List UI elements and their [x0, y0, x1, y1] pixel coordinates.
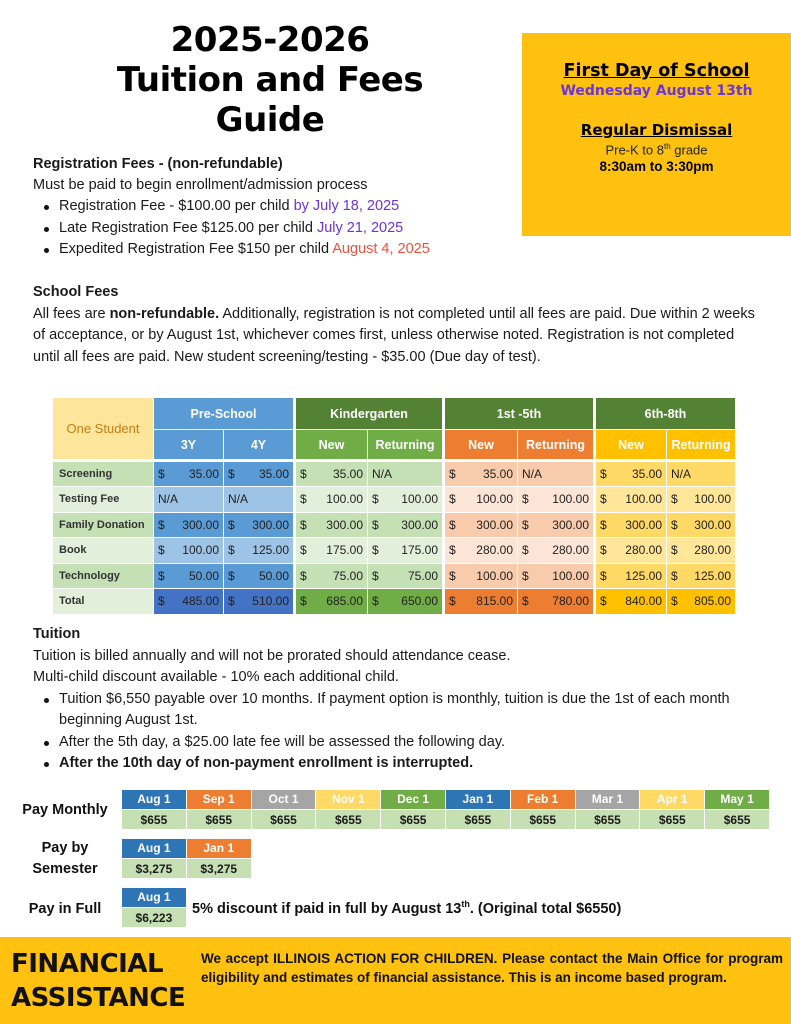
currency-symbol: $: [522, 492, 529, 507]
fee-amount: 75.00: [332, 568, 363, 583]
row-label: Testing Fee: [53, 487, 154, 513]
item-date: July 21, 2025: [316, 219, 404, 236]
tuition-line-2: Multi-child discount available - 10% each additional child.: [33, 669, 399, 685]
payment-amount: $655: [187, 809, 251, 829]
fee-amount: 685.00: [326, 594, 363, 609]
fee-amount: 100.00: [476, 568, 513, 583]
registration-item: [43, 239, 513, 261]
fee-cell: [596, 487, 667, 513]
fee-cell: N/A: [518, 462, 594, 488]
fee-amount: 485.00: [182, 594, 219, 609]
row-label: Screening: [53, 462, 154, 488]
fee-amount: 125.00: [694, 568, 731, 583]
payment-amount: $3,275: [122, 858, 186, 878]
financial-assistance-text: We accept ILLINOIS ACTION FOR CHILDREN. Please contact the Main Office for program eligibility and estimates of financial assistance. This is an income based program.: [201, 951, 783, 985]
sub-header: New: [596, 430, 667, 460]
payment-amount: $655: [511, 809, 575, 829]
currency-symbol: $: [671, 568, 678, 583]
fee-cell: [296, 589, 368, 615]
currency-symbol: $: [671, 517, 678, 532]
pay-full-note: [192, 899, 621, 917]
first-day-info-box: [522, 33, 791, 236]
payment-cell: [446, 790, 511, 829]
currency-symbol: $: [600, 594, 607, 609]
fee-amount: 840.00: [625, 594, 662, 609]
sub-header: Returning: [368, 430, 443, 460]
currency-symbol: $: [600, 466, 607, 481]
payment-month: Jan 1: [446, 790, 510, 809]
grade-sup: th: [663, 142, 671, 151]
fee-amount: 50.00: [188, 568, 219, 583]
fee-cell: [296, 462, 368, 488]
payment-month: Aug 1: [122, 888, 186, 907]
note-sup: th: [461, 899, 470, 909]
currency-symbol: $: [449, 517, 456, 532]
fee-cell: [296, 513, 368, 539]
fee-cell: N/A: [667, 462, 736, 488]
fee-cell: [667, 564, 736, 590]
note-text-rest: . (Original total $6550): [469, 900, 622, 917]
fee-cell: [445, 589, 518, 615]
group-header: 6th-8th: [596, 398, 736, 430]
payment-amount: $655: [446, 809, 510, 829]
fee-amount: 100.00: [182, 543, 219, 558]
fee-cell: [445, 538, 518, 564]
currency-symbol: $: [449, 568, 456, 583]
payment-month: May 1: [705, 790, 769, 809]
dismissal-grades: [522, 142, 791, 157]
fa-heading-1: FINANCIAL: [11, 949, 164, 979]
fee-cell: [154, 513, 224, 539]
dismissal-heading: Regular Dismissal: [580, 121, 733, 139]
fee-amount: 100.00: [694, 492, 731, 507]
registration-intro: Must be paid to begin enrollment/admission process: [33, 177, 368, 193]
currency-symbol: $: [300, 466, 307, 481]
currency-symbol: $: [228, 543, 235, 558]
tuition-list: [33, 689, 773, 775]
title-guide: Guide: [215, 100, 325, 140]
currency-symbol: $: [522, 568, 529, 583]
fee-cell: [224, 589, 294, 615]
currency-symbol: $: [228, 568, 235, 583]
fee-cell: [445, 487, 518, 513]
payment-month: Apr 1: [640, 790, 704, 809]
fee-cell: [445, 513, 518, 539]
payment-amount: $655: [122, 809, 186, 829]
registration-item: [43, 218, 513, 240]
fee-cell: [224, 538, 294, 564]
currency-symbol: $: [300, 594, 307, 609]
currency-symbol: $: [158, 594, 165, 609]
payment-amount: $3,275: [187, 858, 251, 878]
currency-symbol: $: [158, 517, 165, 532]
pay-semester-label: [12, 838, 118, 880]
payment-cell: [122, 839, 187, 878]
fee-amount: 100.00: [401, 492, 438, 507]
fee-amount: 805.00: [694, 594, 731, 609]
row-label: Technology: [53, 564, 154, 590]
payment-amount: $655: [381, 809, 445, 829]
currency-symbol: $: [522, 594, 529, 609]
fee-cell: [154, 462, 224, 488]
fee-cell: [667, 513, 736, 539]
payment-cell: [640, 790, 705, 829]
fee-cell: [296, 538, 368, 564]
fee-amount: 100.00: [552, 492, 589, 507]
currency-symbol: $: [300, 517, 307, 532]
group-header: Kindergarten: [296, 398, 443, 430]
first-day-date: Wednesday August 13th: [560, 83, 753, 99]
fee-amount: 300.00: [182, 517, 219, 532]
payment-amount: $655: [705, 809, 769, 829]
pay-monthly-schedule: [122, 790, 770, 829]
payment-cell: [316, 790, 381, 829]
currency-symbol: $: [449, 543, 456, 558]
row-label: Family Donation: [53, 513, 154, 539]
payment-amount: $655: [316, 809, 380, 829]
page-title: [80, 20, 460, 140]
fee-amount: 75.00: [407, 568, 438, 583]
payment-amount: $6,223: [122, 907, 186, 927]
currency-symbol: $: [671, 492, 678, 507]
fee-cell: [368, 487, 443, 513]
fee-amount: 100.00: [552, 568, 589, 583]
dismissal-time: 8:30am to 3:30pm: [599, 159, 714, 175]
fee-amount: 35.00: [631, 466, 662, 481]
grade-suffix: grade: [670, 142, 708, 158]
payment-month: Feb 1: [511, 790, 575, 809]
fee-cell: [368, 513, 443, 539]
pay-full-schedule: [122, 888, 187, 927]
grade-prefix: Pre-K to 8: [605, 142, 664, 158]
fees-text-rest: Additionally, registration is not completed until all fees are paid. Due within 2 weeks of acceptance, or by August 1st, whichever comes first, unless otherwise noted. Registration is not completed until all fees are paid. New student screening/testing - $35.00 (Due day of test).: [33, 305, 755, 365]
fee-cell: [154, 589, 224, 615]
item-date: by July 18, 2025: [293, 198, 400, 214]
fee-cell: [596, 589, 667, 615]
payment-month: Aug 1: [122, 839, 186, 858]
school-fees-paragraph: [33, 304, 763, 369]
pay-monthly-label: Pay Monthly: [22, 802, 108, 818]
currency-symbol: $: [600, 517, 607, 532]
payment-amount: $655: [252, 809, 316, 829]
item-date: August 4, 2025: [332, 241, 430, 257]
fee-cell: [667, 487, 736, 513]
fee-amount: 300.00: [552, 517, 589, 532]
sub-header: Returning: [667, 430, 736, 460]
fee-amount: 300.00: [326, 517, 363, 532]
item-text: Late Registration Fee $125.00 per child: [59, 219, 317, 236]
pay-semester-label-2: Semester: [32, 861, 98, 877]
fee-cell: [596, 538, 667, 564]
fee-cell: [224, 513, 294, 539]
fee-amount: 125.00: [625, 568, 662, 583]
fee-cell: [296, 564, 368, 590]
payment-cell: [576, 790, 641, 829]
fee-cell: [667, 538, 736, 564]
currency-symbol: $: [449, 594, 456, 609]
fee-amount: 300.00: [401, 517, 438, 532]
fee-amount: 280.00: [552, 543, 589, 558]
currency-symbol: $: [372, 517, 379, 532]
currency-symbol: $: [158, 543, 165, 558]
currency-symbol: $: [228, 466, 235, 481]
fee-amount: 815.00: [476, 594, 513, 609]
table-corner-label: One Student: [53, 398, 154, 460]
fee-cell: N/A: [224, 487, 294, 513]
payment-cell: [187, 839, 252, 878]
currency-symbol: $: [671, 594, 678, 609]
currency-symbol: $: [158, 568, 165, 583]
currency-symbol: $: [522, 517, 529, 532]
fee-cell: [596, 513, 667, 539]
fee-cell: [518, 564, 594, 590]
fee-cell: [154, 538, 224, 564]
tuition-section: [33, 624, 773, 775]
pay-semester-label-1: Pay by: [41, 840, 89, 856]
currency-symbol: $: [522, 543, 529, 558]
fee-amount: 280.00: [476, 543, 513, 558]
tuition-line-1: Tuition is billed annually and will not be prorated should attendance cease.: [33, 647, 511, 664]
payment-month: Oct 1: [252, 790, 316, 809]
fees-bold-text: non-refundable.: [109, 305, 220, 322]
currency-symbol: $: [372, 594, 379, 609]
fee-table: [53, 398, 736, 614]
title-main: Tuition and Fees: [116, 60, 424, 100]
currency-symbol: $: [600, 568, 607, 583]
tuition-bullet: After the 5th day, a $25.00 late fee will be assessed the following day.: [43, 732, 773, 754]
tuition-bullet: Tuition $6,550 payable over 10 months. If payment option is monthly, tuition is due the 1st of each month beginning August 1st.: [43, 689, 773, 732]
fee-cell: [224, 564, 294, 590]
payment-amount: $655: [640, 809, 704, 829]
fee-amount: 100.00: [625, 492, 662, 507]
school-fees-section: [33, 282, 763, 368]
registration-item: [43, 196, 513, 218]
currency-symbol: $: [600, 492, 607, 507]
currency-symbol: $: [449, 466, 456, 481]
item-text: Registration Fee - $100.00 per child: [59, 198, 294, 214]
fee-amount: 35.00: [258, 466, 289, 481]
fee-amount: 510.00: [252, 594, 289, 609]
payment-cell: [187, 790, 252, 829]
fee-amount: 300.00: [694, 517, 731, 532]
sub-header: Returning: [518, 430, 594, 460]
first-day-heading: First Day of School: [563, 61, 750, 81]
payment-cell: [705, 790, 770, 829]
sub-header: 3Y: [154, 430, 224, 460]
payment-month: Nov 1: [316, 790, 380, 809]
fee-cell: [518, 589, 594, 615]
currency-symbol: $: [372, 568, 379, 583]
fee-amount: 300.00: [625, 517, 662, 532]
note-text: 5% discount if paid in full by August 13: [192, 900, 462, 917]
fee-amount: 35.00: [188, 466, 219, 481]
row-label: Book: [53, 538, 154, 564]
fee-cell: [518, 487, 594, 513]
financial-assistance-banner: [0, 937, 791, 1024]
currency-symbol: $: [228, 594, 235, 609]
fee-cell: [445, 564, 518, 590]
fee-amount: 300.00: [252, 517, 289, 532]
payment-cell: [511, 790, 576, 829]
currency-symbol: $: [228, 517, 235, 532]
currency-symbol: $: [300, 492, 307, 507]
fee-amount: 300.00: [476, 517, 513, 532]
fee-amount: 50.00: [258, 568, 289, 583]
currency-symbol: $: [449, 492, 456, 507]
pay-full-label: Pay in Full: [28, 901, 102, 917]
currency-symbol: $: [600, 543, 607, 558]
fee-amount: 100.00: [476, 492, 513, 507]
registration-heading: Registration Fees - (non-refundable): [33, 156, 283, 172]
fee-cell: [154, 564, 224, 590]
fee-amount: 125.00: [252, 543, 289, 558]
pay-semester-schedule: [122, 839, 252, 878]
fee-cell: [667, 589, 736, 615]
fee-cell: [518, 513, 594, 539]
fee-cell: [596, 462, 667, 488]
fee-amount: 100.00: [326, 492, 363, 507]
fa-heading-2: ASSISTANCE: [11, 983, 186, 1013]
fee-cell: N/A: [154, 487, 224, 513]
currency-symbol: $: [372, 492, 379, 507]
currency-symbol: $: [300, 568, 307, 583]
payment-cell: [122, 790, 187, 829]
fee-cell: [368, 589, 443, 615]
fee-amount: 175.00: [326, 543, 363, 558]
payment-cell: [381, 790, 446, 829]
sub-header: New: [296, 430, 368, 460]
currency-symbol: $: [300, 543, 307, 558]
fee-amount: 35.00: [482, 466, 513, 481]
payment-month: Dec 1: [381, 790, 445, 809]
fee-cell: [596, 564, 667, 590]
group-header: 1st -5th: [445, 398, 594, 430]
currency-symbol: $: [158, 466, 165, 481]
currency-symbol: $: [671, 543, 678, 558]
fee-amount: 175.00: [401, 543, 438, 558]
registration-section: [33, 154, 513, 261]
financial-assistance-heading: [11, 947, 185, 1015]
fee-cell: [224, 462, 294, 488]
fee-amount: 780.00: [552, 594, 589, 609]
tuition-heading: Tuition: [33, 626, 81, 642]
title-year: 2025-2026: [170, 20, 370, 60]
fee-amount: 280.00: [625, 543, 662, 558]
fee-amount: 35.00: [332, 466, 363, 481]
fee-cell: [296, 487, 368, 513]
row-label: Total: [53, 589, 154, 615]
sub-header: New: [445, 430, 518, 460]
payment-amount: $655: [576, 809, 640, 829]
payment-cell: [122, 888, 187, 927]
payment-month: Jan 1: [187, 839, 251, 858]
tuition-bullet-bold: After the 10th day of non-payment enrollment is interrupted.: [43, 753, 773, 775]
fee-cell: [445, 462, 518, 488]
fees-text: All fees are: [33, 305, 110, 322]
sub-header: 4Y: [224, 430, 294, 460]
payment-cell: [252, 790, 317, 829]
fee-amount: 280.00: [694, 543, 731, 558]
fee-cell: [368, 538, 443, 564]
item-text: Expedited Registration Fee $150 per child: [59, 241, 333, 257]
payment-month: Sep 1: [187, 790, 251, 809]
school-fees-heading: School Fees: [33, 284, 119, 300]
fee-amount: 650.00: [401, 594, 438, 609]
payment-month: Mar 1: [576, 790, 640, 809]
registration-list: [33, 196, 513, 261]
fee-cell: [518, 538, 594, 564]
group-header: Pre-School: [154, 398, 294, 430]
currency-symbol: $: [372, 543, 379, 558]
fee-cell: [368, 564, 443, 590]
payment-month: Aug 1: [122, 790, 186, 809]
fee-cell: N/A: [368, 462, 443, 488]
